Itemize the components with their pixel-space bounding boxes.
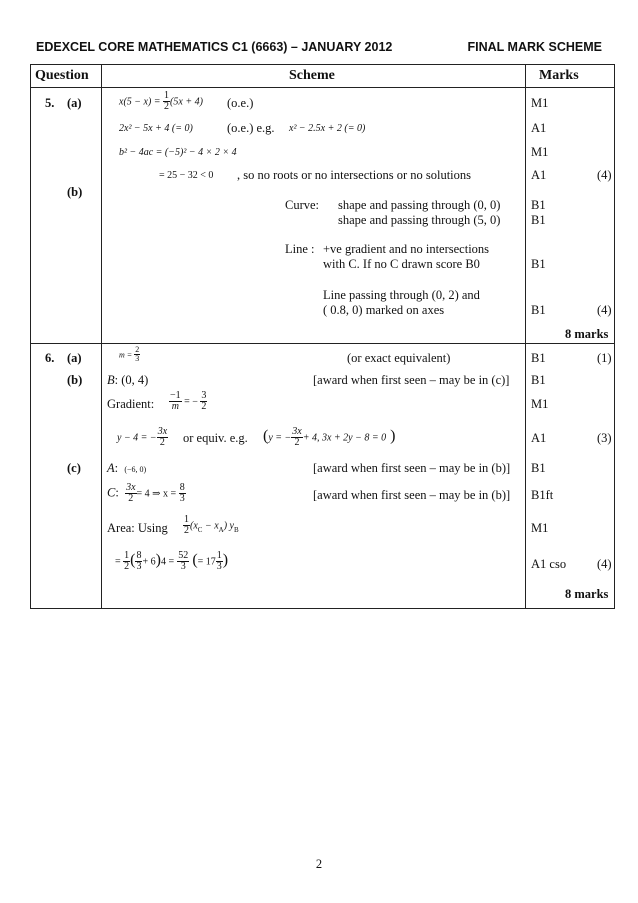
q6-c-mark3: M1 — [531, 521, 549, 535]
q5-b-line-1: +ve gradient and no intersections — [323, 242, 490, 256]
column-header-scheme: Scheme — [289, 68, 335, 83]
q6-a-total: (1) — [597, 351, 612, 365]
q5-part-a: (a) — [67, 96, 82, 110]
q6-part-c: (c) — [67, 461, 81, 475]
question-number-5: 5. — [45, 96, 55, 110]
q6-b-note: [award when first seen – may be in (c)] — [313, 373, 510, 387]
q5-a-mark2: A1 — [531, 121, 547, 135]
q6-c-area-calc: = $\frac{1}{2}$ ( $\frac{8}{3}$ + 6)4 = $\frac{52}{3}$ (= 17 $\frac{1}{3}$ ) — [115, 550, 229, 572]
q5-b-mark4: B1 — [531, 303, 546, 317]
q5-b-curve-1: shape and passing through (0, 0) — [338, 198, 501, 212]
q5-a-mark3: M1 — [531, 145, 549, 159]
mark-scheme-table — [30, 64, 615, 609]
q6-c-area-formula: $\frac{1}{2}$ $(x_C - x_A)$ $y_B$ — [184, 514, 239, 536]
q5-a-conclusion: , so no roots or no intersections or no solutions — [237, 168, 472, 182]
q5-a-note1: (o.e.) — [227, 96, 254, 110]
q6-part-a: (a) — [67, 351, 82, 365]
q5-b-curve-2: shape and passing through (5, 0) — [338, 213, 501, 227]
q5-a-note2: (o.e.) e.g. — [227, 121, 275, 135]
q5-b-total: (4) — [597, 303, 612, 317]
q6-c-area-label: Area: Using — [107, 521, 168, 535]
header-divider — [31, 87, 614, 88]
q5-b-line-2: with C. If no C drawn score B0 — [323, 257, 480, 271]
q5-b-line-3: Line passing through (0, 2) and — [323, 288, 480, 302]
q6-a-gradient: m = $\frac{2}{3}$ — [119, 345, 140, 363]
q6-a-mark: B1 — [531, 351, 546, 365]
q6-b-gradient-expr: $\frac{-1}{m}$ = − $\frac{3}{2}$ — [170, 390, 207, 412]
q5-a-step3: b² − 4ac = (−5)² − 4 × 2 × 4 — [119, 147, 237, 158]
q5-b-line-label: Line : — [285, 242, 315, 256]
q5-b-curve-label: Curve: — [285, 198, 320, 212]
question-number-6: 6. — [45, 351, 55, 365]
q6-c-mark4: A1 cso — [531, 557, 567, 571]
q5-part-b: (b) — [67, 185, 83, 199]
q6-a-note: (or exact equivalent) — [347, 351, 451, 365]
q6-b-equiv-note: or equiv. e.g. — [183, 431, 248, 445]
q5-b-mark2: B1 — [531, 213, 546, 227]
q6-c-note1: [award when first seen – may be in (b)] — [313, 461, 511, 475]
q5-b-mark1: B1 — [531, 198, 546, 212]
q6-b-line-equation: y − 4 = − $\frac{3x}{2}$ — [117, 426, 168, 448]
q5-b-mark3: B1 — [531, 257, 546, 271]
q5-a-step2: 2x² − 5x + 4 (= 0) — [119, 123, 193, 134]
q5-a-step1: x(5 − x) = $\frac{1}{2}$ (5x + 4) — [119, 90, 203, 112]
q5-a-step2-alt: x² − 2.5x + 2 (= 0) — [289, 123, 366, 134]
q5-a-total: (4) — [597, 168, 612, 182]
q6-b-line-equation-alt: (y = − $\frac{3x}{2}$ + 4, 3x + 2y − 8 = 0 ) — [263, 426, 396, 448]
q6-part-b: (b) — [67, 373, 83, 387]
q6-c-note2: [award when first seen – may be in (b)] — [313, 488, 511, 502]
q6-c-point-c: C: $\frac{3x}{2}$ = 4 ⇒ x = $\frac{8}{3}$ — [107, 482, 185, 504]
page-number: 2 — [315, 857, 323, 871]
q6-total: 8 marks — [565, 587, 609, 601]
q6-c-point-a: A: (−6, 0) — [107, 461, 147, 475]
q6-c-total: (4) — [597, 557, 612, 571]
q6-b-mark2: M1 — [531, 397, 549, 411]
q5-a-step4: = 25 − 32 < 0 — [159, 170, 214, 181]
q5-a-mark4: A1 — [531, 168, 547, 182]
q6-c-mark1: B1 — [531, 461, 546, 475]
q6-b-mark3: A1 — [531, 431, 547, 445]
q5-b-line-4: ( 0.8, 0) marked on axes — [323, 303, 445, 317]
question-divider — [31, 343, 614, 344]
page-header — [36, 40, 602, 58]
exam-title: EDEXCEL CORE MATHEMATICS C1 (6663) – JANUARY 2012 — [36, 40, 393, 54]
q6-b-gradient-label: Gradient: — [107, 397, 155, 411]
q6-c-mark2: B1ft — [531, 488, 554, 502]
column-divider — [101, 65, 102, 608]
column-divider — [525, 65, 526, 608]
q6-b-mark1: B1 — [531, 373, 546, 387]
mark-scheme-label: FINAL MARK SCHEME — [467, 40, 602, 54]
column-header-marks: Marks — [539, 68, 579, 83]
q5-a-mark1: M1 — [531, 96, 549, 110]
q5-total: 8 marks — [565, 327, 609, 341]
q6-b-total: (3) — [597, 431, 612, 445]
q6-b-point: B: (0, 4) — [107, 373, 149, 387]
column-header-question: Question — [35, 68, 89, 83]
